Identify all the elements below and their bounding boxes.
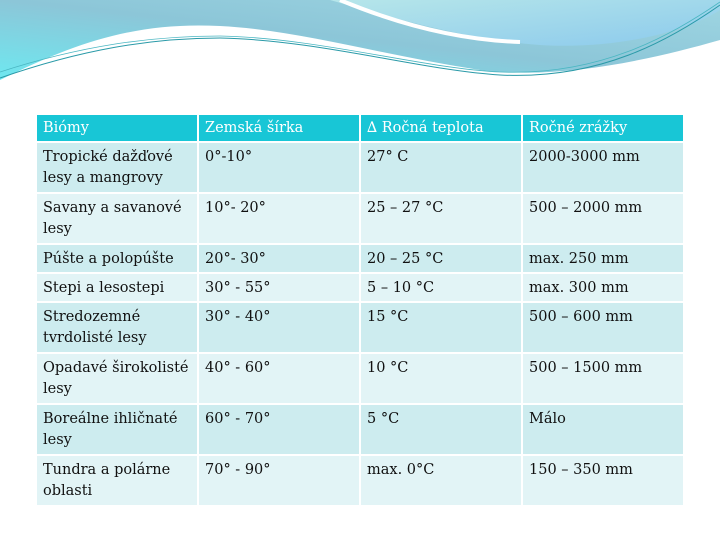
table-row <box>37 143 683 192</box>
decorative-wave-header <box>0 0 720 100</box>
table-row <box>37 354 683 403</box>
cell-precipitation: 2000-3000 mm <box>523 143 683 192</box>
cell-biome: Púšte a polopúšte <box>37 245 197 272</box>
table-row <box>37 456 683 505</box>
cell-latitude: 70° - 90° <box>199 456 359 505</box>
table-row <box>37 274 683 301</box>
cell-precipitation: 150 – 350 mm <box>523 456 683 505</box>
table-header-row <box>37 115 683 141</box>
cell-biome: Boreálne ihličnaté lesy <box>37 405 197 454</box>
cell-temperature: 27° C <box>361 143 521 192</box>
header-latitude: Zemská šírka <box>199 115 359 141</box>
cell-temperature: 5 – 10 °C <box>361 274 521 301</box>
cell-biome: Tundra a polárne oblasti <box>37 456 197 505</box>
header-biomes: Biómy <box>37 115 197 141</box>
cell-latitude: 30° - 40° <box>199 303 359 352</box>
cell-precipitation: 500 – 2000 mm <box>523 194 683 243</box>
cell-precipitation: 500 – 1500 mm <box>523 354 683 403</box>
header-precipitation: Ročné zrážky <box>523 115 683 141</box>
cell-precipitation: max. 300 mm <box>523 274 683 301</box>
cell-biome: Stredozemné tvrdolisté lesy <box>37 303 197 352</box>
cell-latitude: 40° - 60° <box>199 354 359 403</box>
cell-latitude: 30° - 55° <box>199 274 359 301</box>
cell-temperature: 25 – 27 °C <box>361 194 521 243</box>
cell-precipitation: Málo <box>523 405 683 454</box>
cell-biome: Stepi a lesostepi <box>37 274 197 301</box>
cell-temperature: max. 0°C <box>361 456 521 505</box>
cell-temperature: 5 °C <box>361 405 521 454</box>
cell-biome: Tropické dažďové lesy a mangrovy <box>37 143 197 192</box>
biomes-table <box>35 113 685 507</box>
cell-latitude: 20°- 30° <box>199 245 359 272</box>
cell-temperature: 15 °C <box>361 303 521 352</box>
header-temperature: ∆ Ročná teplota <box>361 115 521 141</box>
cell-precipitation: max. 250 mm <box>523 245 683 272</box>
cell-precipitation: 500 – 600 mm <box>523 303 683 352</box>
cell-biome: Opadavé širokolisté lesy <box>37 354 197 403</box>
cell-latitude: 10°- 20° <box>199 194 359 243</box>
table-row <box>37 245 683 272</box>
cell-temperature: 20 – 25 °C <box>361 245 521 272</box>
cell-temperature: 10 °C <box>361 354 521 403</box>
cell-latitude: 0°-10° <box>199 143 359 192</box>
cell-latitude: 60° - 70° <box>199 405 359 454</box>
table-row <box>37 303 683 352</box>
table-row <box>37 405 683 454</box>
table-row <box>37 194 683 243</box>
cell-biome: Savany a savanové lesy <box>37 194 197 243</box>
